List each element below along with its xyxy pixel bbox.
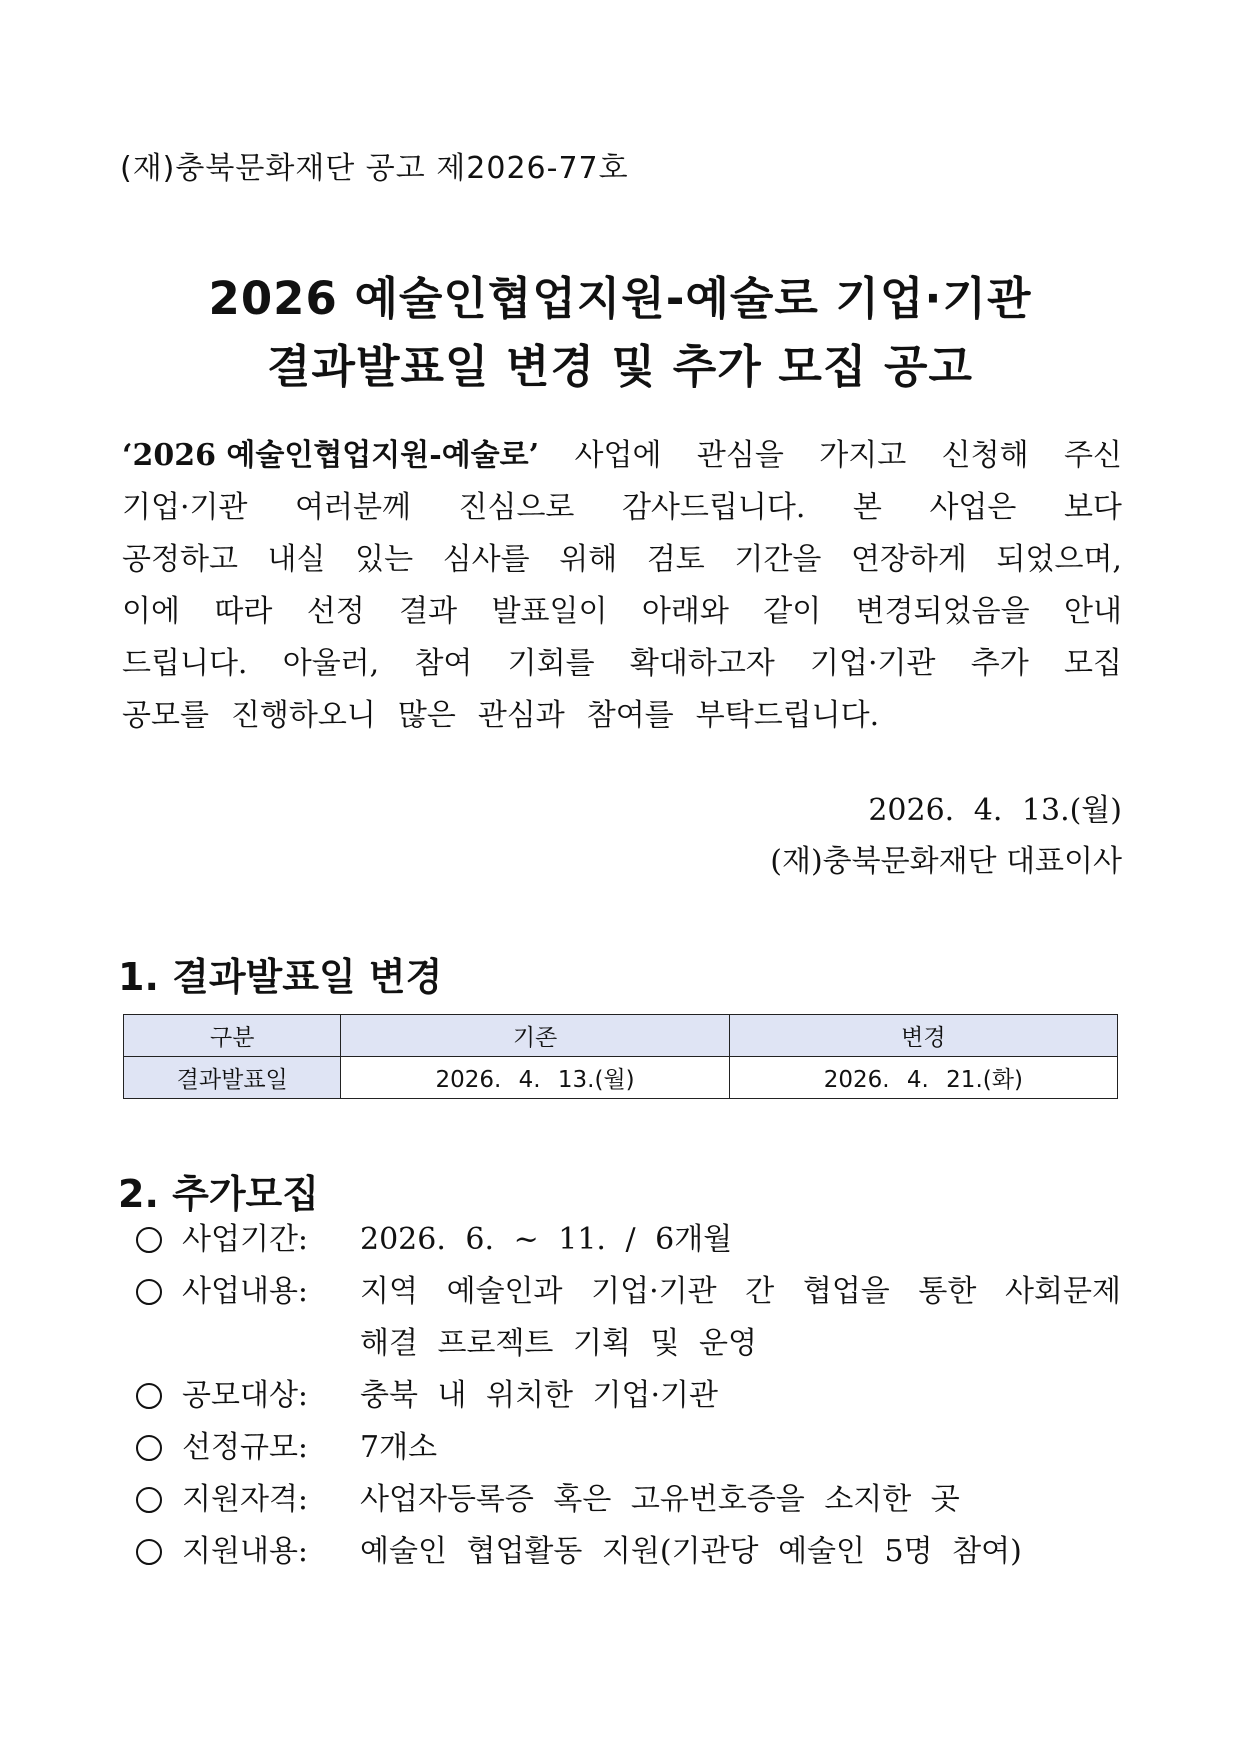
result-date-table (123, 1014, 1118, 1099)
intro-word: 되었으며, (996, 542, 1122, 577)
value-word: 간 (745, 1274, 775, 1309)
intro-paragraph (122, 430, 1122, 742)
intro-word: 연장하게 (850, 542, 967, 577)
item-label: 지원자격: (182, 1482, 309, 1517)
value-word: 기업·기관 (591, 1274, 717, 1309)
intro-word: 많은 (397, 698, 456, 733)
intro-word: 진행하오니 (230, 698, 376, 733)
intro-word: 심사를 (442, 542, 530, 577)
intro-word: 기간을 (734, 542, 822, 577)
item-value-line: 해결 프로젝트 기획 및 운영 (360, 1326, 757, 1361)
intro-word: 있는 (355, 542, 414, 577)
intro-line (122, 430, 1122, 482)
table-row (124, 1057, 1118, 1099)
intro-word: 진심으로 (458, 490, 575, 525)
list-item (136, 1214, 1121, 1266)
circle-bullet-icon (136, 1487, 162, 1513)
program-name: ‘2026 예술인협업지원-예술로’ (122, 438, 540, 473)
intro-word: 기업·기관 (810, 646, 936, 681)
intro-word: 모집 (1063, 646, 1122, 681)
intro-line (122, 534, 1122, 586)
section-heading-additional-recruit: 2. 추가모집 (118, 1172, 319, 1216)
list-item (136, 1474, 1121, 1526)
intro-word: 참여를 (586, 698, 674, 733)
circle-bullet-icon (136, 1435, 162, 1461)
intro-word: 공모를 (122, 698, 209, 733)
item-value: 2026. 6. ~ 11. / 6개월 (360, 1222, 733, 1257)
intro-word: 기회를 (507, 646, 595, 681)
intro-word: 같이 (763, 594, 822, 629)
intro-word: 관심을 (696, 438, 784, 473)
value-word: 협업을 (802, 1274, 890, 1309)
item-label: 공모대상: (182, 1378, 309, 1413)
table-cell: 결과발표일 (124, 1057, 341, 1099)
intro-word: 주신 (1064, 438, 1122, 473)
circle-bullet-icon (136, 1383, 162, 1409)
page-title-line2: 결과발표일 변경 및 추가 모집 공고 (267, 340, 973, 393)
list-item (136, 1526, 1121, 1578)
table-header-cell: 변경 (729, 1015, 1117, 1057)
value-word: 사회문제 (1005, 1274, 1121, 1309)
item-value: 예술인 협업활동 지원(기관당 예술인 5명 참여) (360, 1534, 1022, 1569)
intro-word: 검토 (646, 542, 705, 577)
item-value: 사업자등록증 혹은 고유번호증을 소지한 곳 (360, 1482, 960, 1517)
intro-word: 여러분께 (295, 490, 411, 525)
item-value (360, 1266, 1121, 1370)
table-header-row (124, 1015, 1118, 1057)
recruit-details-list (136, 1214, 1121, 1578)
intro-word: 본 (852, 490, 882, 525)
intro-word: 따라 (214, 594, 273, 629)
intro-line (122, 482, 1122, 534)
intro-word: 공정하고 (122, 542, 238, 577)
table-header-cell: 기존 (341, 1015, 729, 1057)
intro-word: 드립니다. (122, 646, 248, 681)
value-word: 통한 (918, 1274, 977, 1309)
intro-word: 감사드립니다. (621, 490, 806, 525)
table-cell: 2026. 4. 13.(월) (341, 1057, 729, 1099)
section-heading-result-date: 1. 결과발표일 변경 (118, 955, 443, 999)
intro-word: 기업·기관 (122, 490, 248, 525)
list-item (136, 1266, 1121, 1370)
item-label: 선정규모: (182, 1430, 309, 1465)
item-label: 지원내용: (182, 1534, 309, 1569)
item-value: 7개소 (360, 1430, 438, 1465)
intro-word: 이에 (122, 594, 180, 629)
circle-bullet-icon (136, 1539, 162, 1565)
table-header-cell: 구분 (124, 1015, 341, 1057)
intro-word: 위해 (559, 542, 618, 577)
intro-word: 확대하고자 (629, 646, 775, 681)
table-cell: 2026. 4. 21.(화) (729, 1057, 1117, 1099)
intro-word: 사업에 (574, 438, 662, 473)
intro-word: 가지고 (819, 438, 907, 473)
intro-word: 아울러, (282, 646, 380, 681)
list-item (136, 1422, 1121, 1474)
issuer-name: (재)충북문화재단 대표이사 (770, 844, 1122, 879)
intro-word: 보다 (1063, 490, 1122, 525)
intro-word: 추가 (970, 646, 1029, 681)
intro-word: 부탁드립니다. (695, 698, 880, 733)
intro-word: 변경되었음을 (855, 594, 1030, 629)
intro-word: 결과 (399, 594, 458, 629)
circle-bullet-icon (136, 1279, 162, 1305)
intro-word: 관심과 (477, 698, 565, 733)
item-value-line (360, 1266, 1121, 1318)
intro-word: 선정 (306, 594, 365, 629)
circle-bullet-icon (136, 1227, 162, 1253)
intro-line (122, 638, 1122, 690)
page-title-line1: 2026 예술인협업지원-예술로 기업·기관 (208, 272, 1032, 325)
intro-word: 신청해 (941, 438, 1029, 473)
notice-date: 2026. 4. 13.(월) (868, 793, 1122, 828)
item-label: 사업내용: (182, 1274, 309, 1309)
item-label: 사업기간: (182, 1222, 309, 1257)
intro-line (122, 586, 1122, 638)
intro-line (122, 690, 1122, 742)
intro-word: 내실 (267, 542, 326, 577)
item-value: 충북 내 위치한 기업·기관 (360, 1378, 718, 1413)
intro-word: 발표일이 (491, 594, 608, 629)
value-word: 지역 (360, 1274, 418, 1309)
notice-number: (재)충북문화재단 공고 제2026-77호 (120, 151, 629, 186)
intro-word: 참여 (414, 646, 473, 681)
value-word: 예술인과 (446, 1274, 563, 1309)
intro-word: 안내 (1063, 594, 1122, 629)
intro-word: 아래와 (641, 594, 729, 629)
list-item (136, 1370, 1121, 1422)
intro-word: 사업은 (929, 490, 1017, 525)
